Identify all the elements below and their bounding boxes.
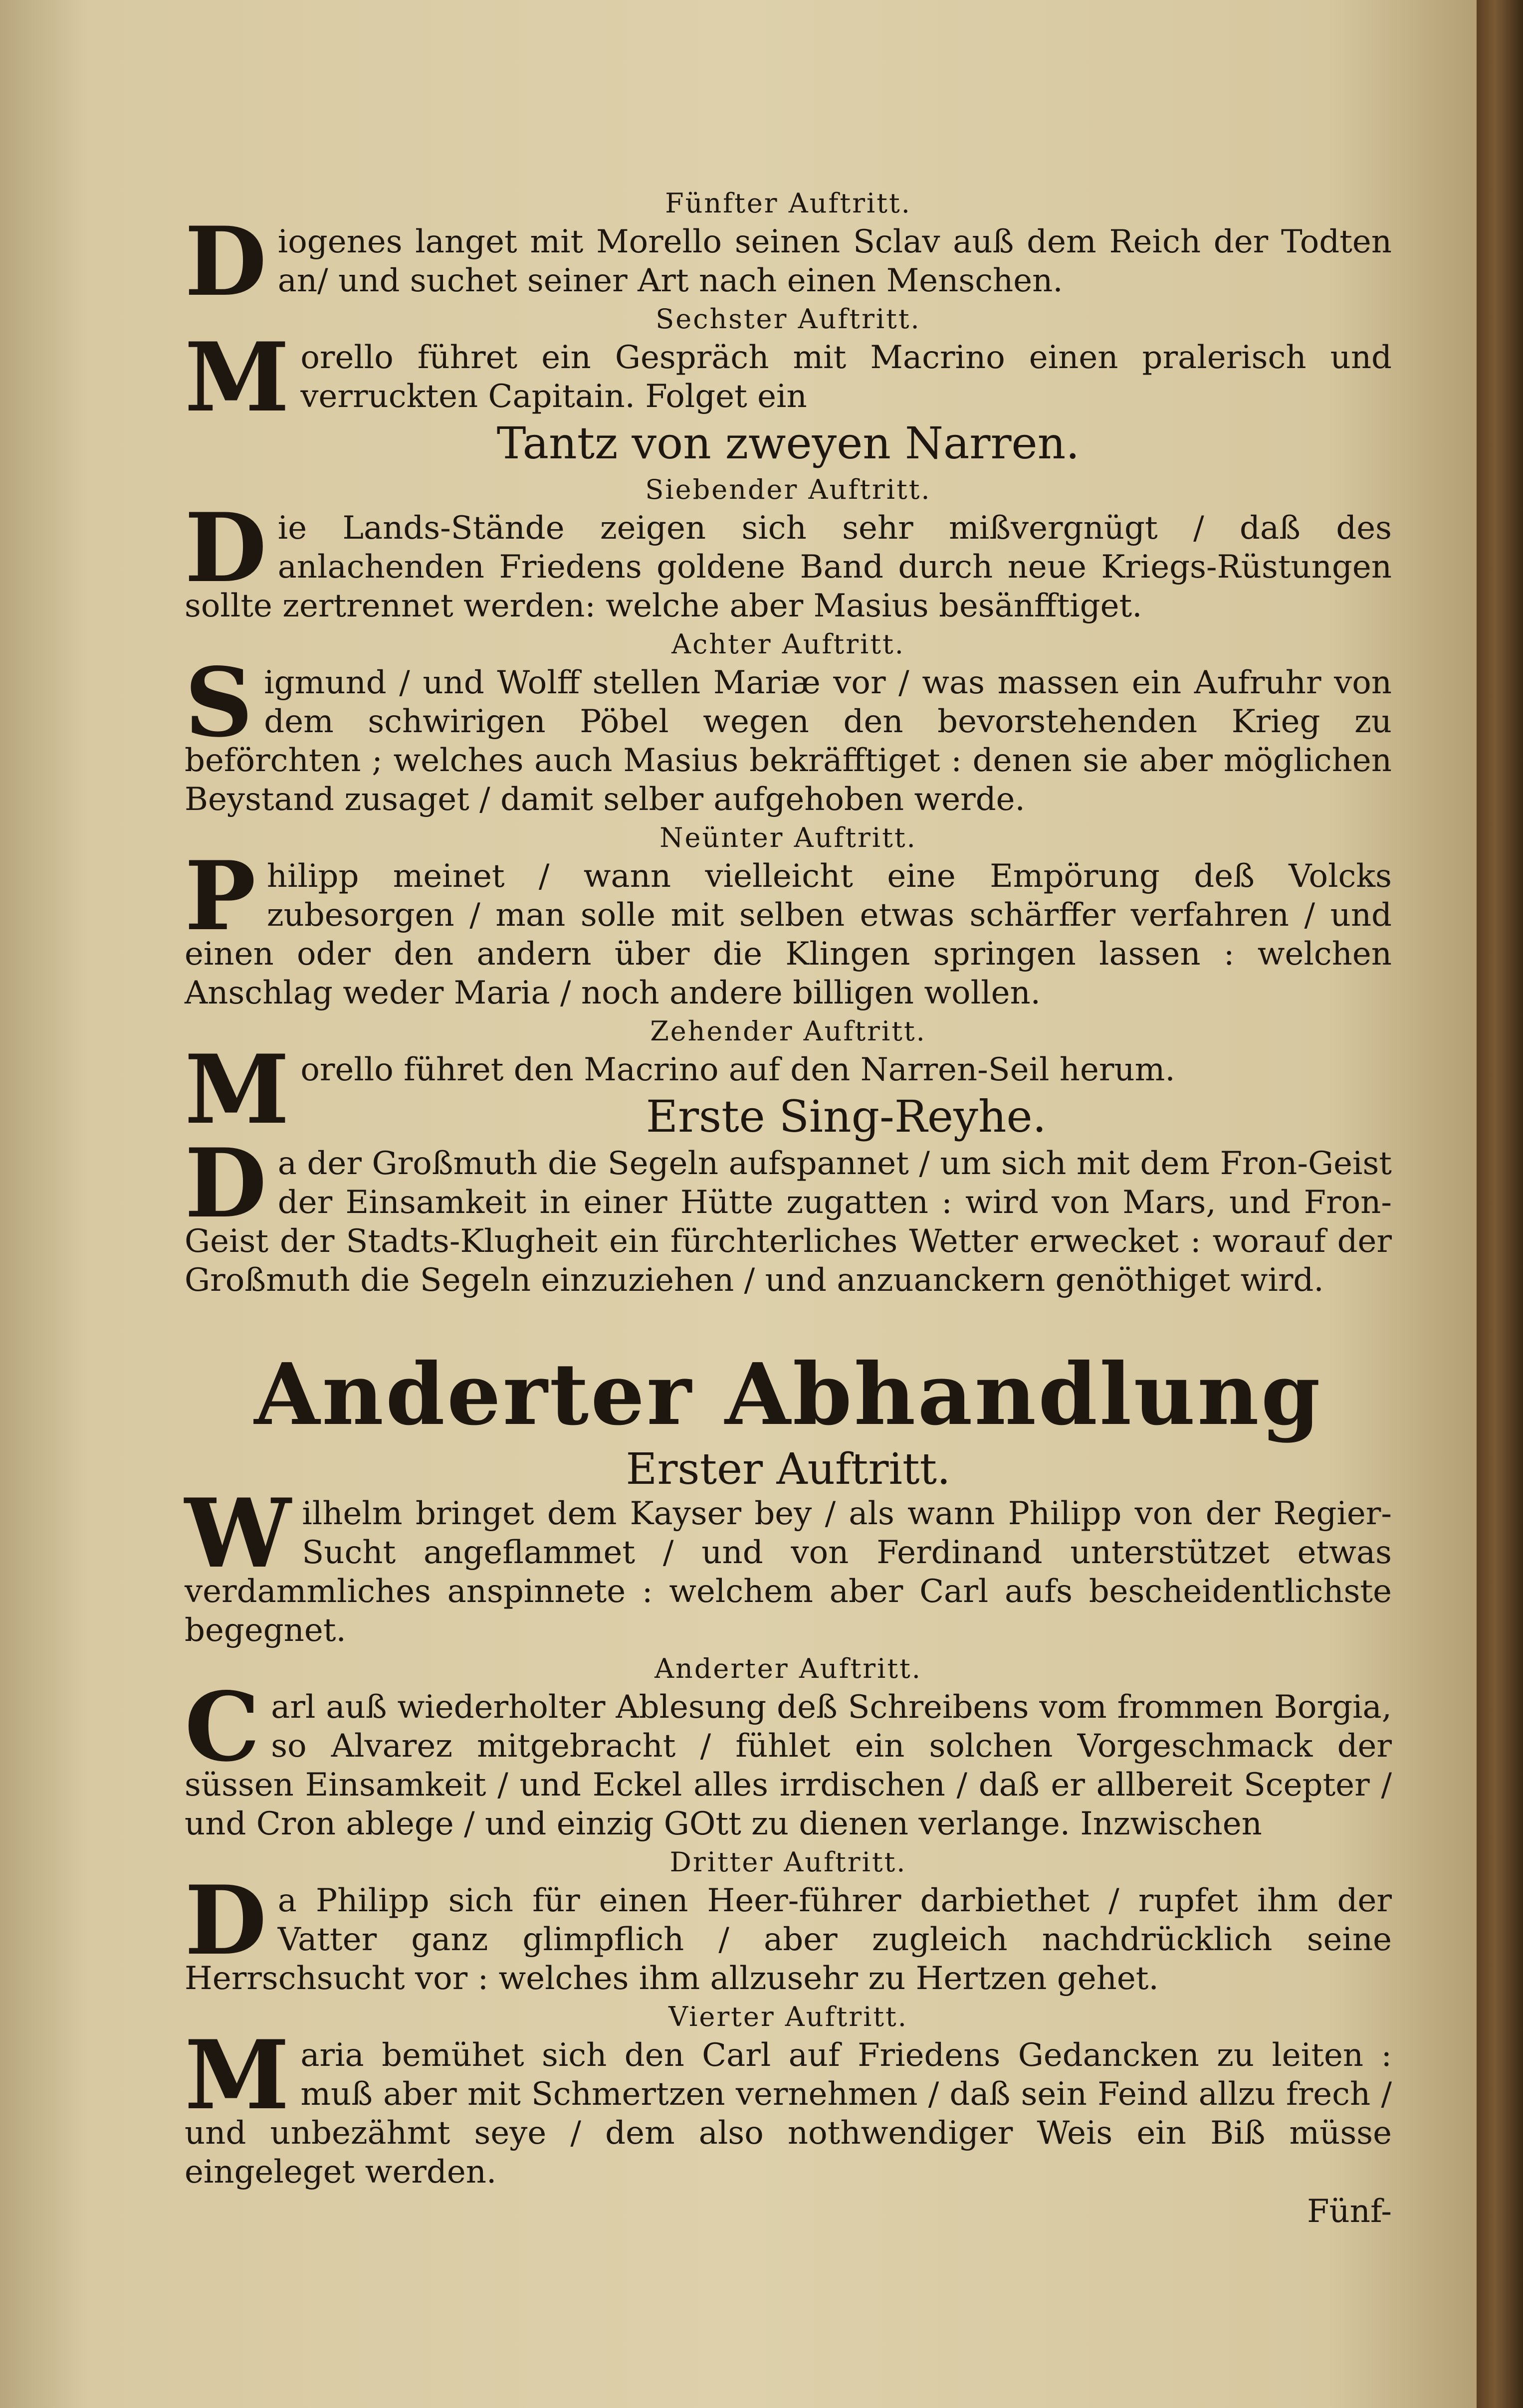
scene-heading: Zehender Auftritt.: [650, 1015, 926, 1047]
scene-paragraph: [185, 840, 1392, 1012]
page-content: [185, 185, 1392, 2231]
scene-paragraph: [185, 1865, 1392, 1998]
scene-heading: Sechster Auftritt.: [655, 303, 921, 335]
scene-paragraph: [185, 1671, 1392, 1843]
drop-cap: W: [185, 1478, 291, 1589]
drop-cap: D: [185, 1865, 267, 1976]
drop-cap: M: [185, 322, 290, 433]
paragraph-text: orello führet den Macrino auf den Narren-Seil herum.: [300, 1051, 1175, 1088]
paragraph-text: aria bemühet sich den Carl auf Friedens Gedancken zu leiten : muß aber mit Schmertzen vernehmen / daß sein Feind allzu frech / und unbezähmt seye / dem also nothwendiger Weis ein Biß müsse eingeleget werden.: [185, 2037, 1392, 2191]
part-subtitle: Erster Auftritt.: [626, 1444, 951, 1494]
drop-cap: D: [185, 492, 267, 603]
scene-paragraph: [185, 647, 1392, 819]
drop-cap: D: [185, 1128, 267, 1239]
scene-heading: Fünfter Auftritt.: [665, 188, 911, 219]
paragraph-text: hilipp meinet / wann vielleicht eine Empörung deß Volcks zubesorgen / man solle mit selben etwas schärffer verfahren / und einen oder den andern über die Klingen springen lassen : welchen Anschlag weder Maria / noch andere billigen wollen.: [185, 858, 1392, 1011]
paragraph-text: igmund / und Wolff stellen Mariæ vor / was massen ein Aufruhr von dem schwirigen Pöbel wegen den bevorstehenden Krieg zu beförchten ; welches auch Masius bekräfftiget : denen sie aber möglichen Beystand zusaget / damit selber aufgehoben werde.: [185, 664, 1392, 818]
scene-paragraph: [185, 492, 1392, 625]
paragraph-text: ie Lands-Stände zeigen sich sehr mißvergnügt / daß des anlachenden Friedens goldene Band durch neue Kriegs-Rüstungen sollte zertrennet werden: welche aber Masius besänfftiget.: [185, 510, 1392, 624]
drop-cap: M: [185, 1034, 290, 1145]
scene-paragraph: [185, 206, 1392, 317]
scene-paragraph: [185, 322, 1392, 433]
part-title: Anderter Abhandlung: [254, 1345, 1322, 1444]
paragraph-text: arl auß wiederholter Ablesung deß Schreibens vom frommen Borgia, so Alvarez mitgebracht / fühlet ein solchen Vorgeschmack der süssen Einsamkeit / und Eckel alles irrdischen / daß er allbereit Scepter / und Cron ablege / und einzig GOtt zu dienen verlange. Inzwischen: [185, 1689, 1392, 1842]
scene-paragraph: [185, 1128, 1392, 1300]
scene-paragraph: [185, 2019, 1392, 2192]
catchword: Fünf-: [1307, 2193, 1392, 2230]
paragraph-text: a der Großmuth die Segeln aufspannet / um sich mit dem Fron-Geist der Einsamkeit in einer Hütte zugatten : wird von Mars, und Fron-Geist der Stadts-Klugheit ein fürchterliches Wetter erwecket : worauf der Großmuth die Segeln einzuziehen / und anzuanckern genöthiget wird.: [185, 1145, 1392, 1299]
drop-cap: M: [185, 2019, 290, 2131]
paragraph-text: ilhelm bringet dem Kayser bey / als wann Philipp von der Regier-Sucht angeflammet / und von Ferdinand unterstützet etwas verdammliches anspinnete : welchem aber Carl aufs bescheidentlichste begegnet.: [185, 1495, 1392, 1649]
dance-title: Tantz von zweyen Narren.: [496, 417, 1080, 469]
drop-cap: D: [185, 206, 267, 317]
drop-cap: S: [185, 647, 253, 758]
scene-heading: Vierter Auftritt.: [668, 2001, 908, 2032]
page-edge: [1477, 0, 1523, 2408]
paragraph-text: iogenes langet mit Morello seinen Sclav auß dem Reich der Todten an/ und suchet seiner Art nach einen Menschen.: [277, 223, 1392, 299]
scene-heading: Anderter Auftritt.: [654, 1653, 922, 1684]
sing-title: Erste Sing-Reyhe.: [646, 1091, 1047, 1142]
scene-heading: Siebender Auftritt.: [645, 474, 931, 505]
scene-heading: Achter Auftritt.: [671, 628, 905, 660]
drop-cap: P: [185, 840, 256, 952]
paragraph-text: a Philipp sich für einen Heer-führer darbiethet / rupfet ihm der Vatter ganz glimpflich / aber zugleich nachdrücklich seine Herrschsucht vor : welches ihm allzusehr zu Hertzen gehet.: [185, 1882, 1392, 1997]
paragraph-text: orello führet ein Gespräch mit Macrino einen pralerisch und verruckten Capitain. Folget ein: [300, 339, 1392, 415]
drop-cap: C: [185, 1671, 260, 1783]
scene-heading: Dritter Auftritt.: [669, 1846, 907, 1878]
scene-heading: Neünter Auftritt.: [659, 822, 917, 853]
scene-paragraph: [185, 1478, 1392, 1650]
